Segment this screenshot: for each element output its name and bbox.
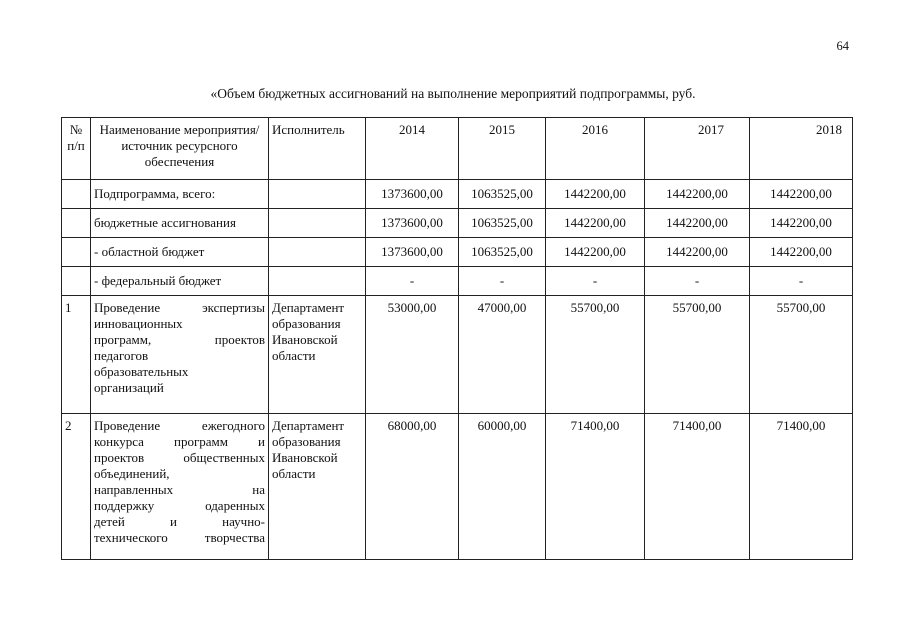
summary-row [62, 209, 853, 238]
header-year-2015: 2015 [459, 118, 546, 180]
row-executor [269, 296, 366, 414]
row-executor-line: Ивановской [272, 332, 338, 347]
row-executor [269, 180, 366, 209]
value-2014: 53000,00 [366, 296, 459, 414]
row-name-line: инновационных [94, 316, 183, 331]
row-name: бюджетные ассигнования [91, 209, 269, 238]
row-executor [269, 267, 366, 296]
value-2018: 1442200,00 [750, 180, 853, 209]
activity-row [62, 296, 853, 414]
value-2017: 71400,00 [645, 414, 750, 560]
header-year-2017: 2017 [645, 118, 750, 180]
header-year-2018: 2018 [750, 118, 853, 180]
table-title: «Объем бюджетных ассигнований на выполнение мероприятий подпрограммы, руб. [210, 86, 696, 101]
value-2015: 1063525,00 [459, 238, 546, 267]
value-2018: 55700,00 [750, 296, 853, 414]
row-name-line: педагогов [94, 348, 149, 363]
value-2014: 68000,00 [366, 414, 459, 560]
value-2017: 1442200,00 [645, 238, 750, 267]
value-2014: 1373600,00 [366, 180, 459, 209]
row-name [91, 296, 269, 414]
row-executor [269, 209, 366, 238]
value-2017: 1442200,00 [645, 180, 750, 209]
header-row [62, 118, 853, 180]
value-2017: 1442200,00 [645, 209, 750, 238]
row-name-line: направленных на [94, 482, 265, 497]
value-2016: 1442200,00 [546, 180, 645, 209]
row-name: - федеральный бюджет [91, 267, 269, 296]
summary-row [62, 180, 853, 209]
value-2018: 71400,00 [750, 414, 853, 560]
value-2016: 71400,00 [546, 414, 645, 560]
row-name-line: организаций [94, 380, 164, 395]
value-2015: 1063525,00 [459, 209, 546, 238]
row-number [62, 267, 91, 296]
summary-row [62, 238, 853, 267]
value-2015: 47000,00 [459, 296, 546, 414]
row-number: 2 [62, 414, 91, 560]
row-number [62, 180, 91, 209]
row-executor-line: образования [272, 316, 341, 331]
row-name: Подпрограмма, всего: [91, 180, 269, 209]
row-name-line: Проведение экспертизы [94, 300, 265, 315]
header-executor: Исполнитель [269, 118, 366, 180]
value-2016: 1442200,00 [546, 209, 645, 238]
row-name-line: конкурса программ и [94, 434, 265, 449]
row-executor-line: образования [272, 434, 341, 449]
value-2017: 55700,00 [645, 296, 750, 414]
row-name-line: Проведение ежегодного [94, 418, 265, 433]
value-2016: 1442200,00 [546, 238, 645, 267]
row-name-line: объединений, [94, 466, 170, 481]
row-number [62, 209, 91, 238]
row-name-line: поддержку одаренных [94, 498, 265, 513]
value-2018: - [750, 267, 853, 296]
row-name-line: детей и научно- [94, 514, 265, 529]
row-name-line: образовательных [94, 364, 189, 379]
value-2015: - [459, 267, 546, 296]
row-name-line: проектов общественных [94, 450, 265, 465]
header-num: № п/п [62, 118, 91, 180]
budget-table [61, 117, 853, 560]
row-number [62, 238, 91, 267]
row-name: - областной бюджет [91, 238, 269, 267]
row-executor-line: Ивановской [272, 450, 338, 465]
value-2015: 60000,00 [459, 414, 546, 560]
row-executor [269, 414, 366, 560]
header-name: Наименование мероприятия/источник ресурсного обеспечения [91, 118, 269, 180]
value-2016: 55700,00 [546, 296, 645, 414]
page-number: 64 [836, 39, 849, 53]
activity-row [62, 414, 853, 560]
value-2017: - [645, 267, 750, 296]
value-2015: 1063525,00 [459, 180, 546, 209]
value-2018: 1442200,00 [750, 209, 853, 238]
row-executor [269, 238, 366, 267]
header-year-2014: 2014 [366, 118, 459, 180]
row-executor-line: Департамент [272, 418, 345, 433]
row-executor-line: области [272, 348, 316, 363]
row-number: 1 [62, 296, 91, 414]
value-2014: 1373600,00 [366, 238, 459, 267]
row-name [91, 414, 269, 560]
value-2014: 1373600,00 [366, 209, 459, 238]
row-name-line: технического творчества [94, 530, 265, 545]
value-2014: - [366, 267, 459, 296]
row-executor-line: Департамент [272, 300, 345, 315]
row-name-line: программ, проектов [94, 332, 265, 347]
value-2018: 1442200,00 [750, 238, 853, 267]
summary-row [62, 267, 853, 296]
header-year-2016: 2016 [546, 118, 645, 180]
row-executor-line: области [272, 466, 316, 481]
value-2016: - [546, 267, 645, 296]
